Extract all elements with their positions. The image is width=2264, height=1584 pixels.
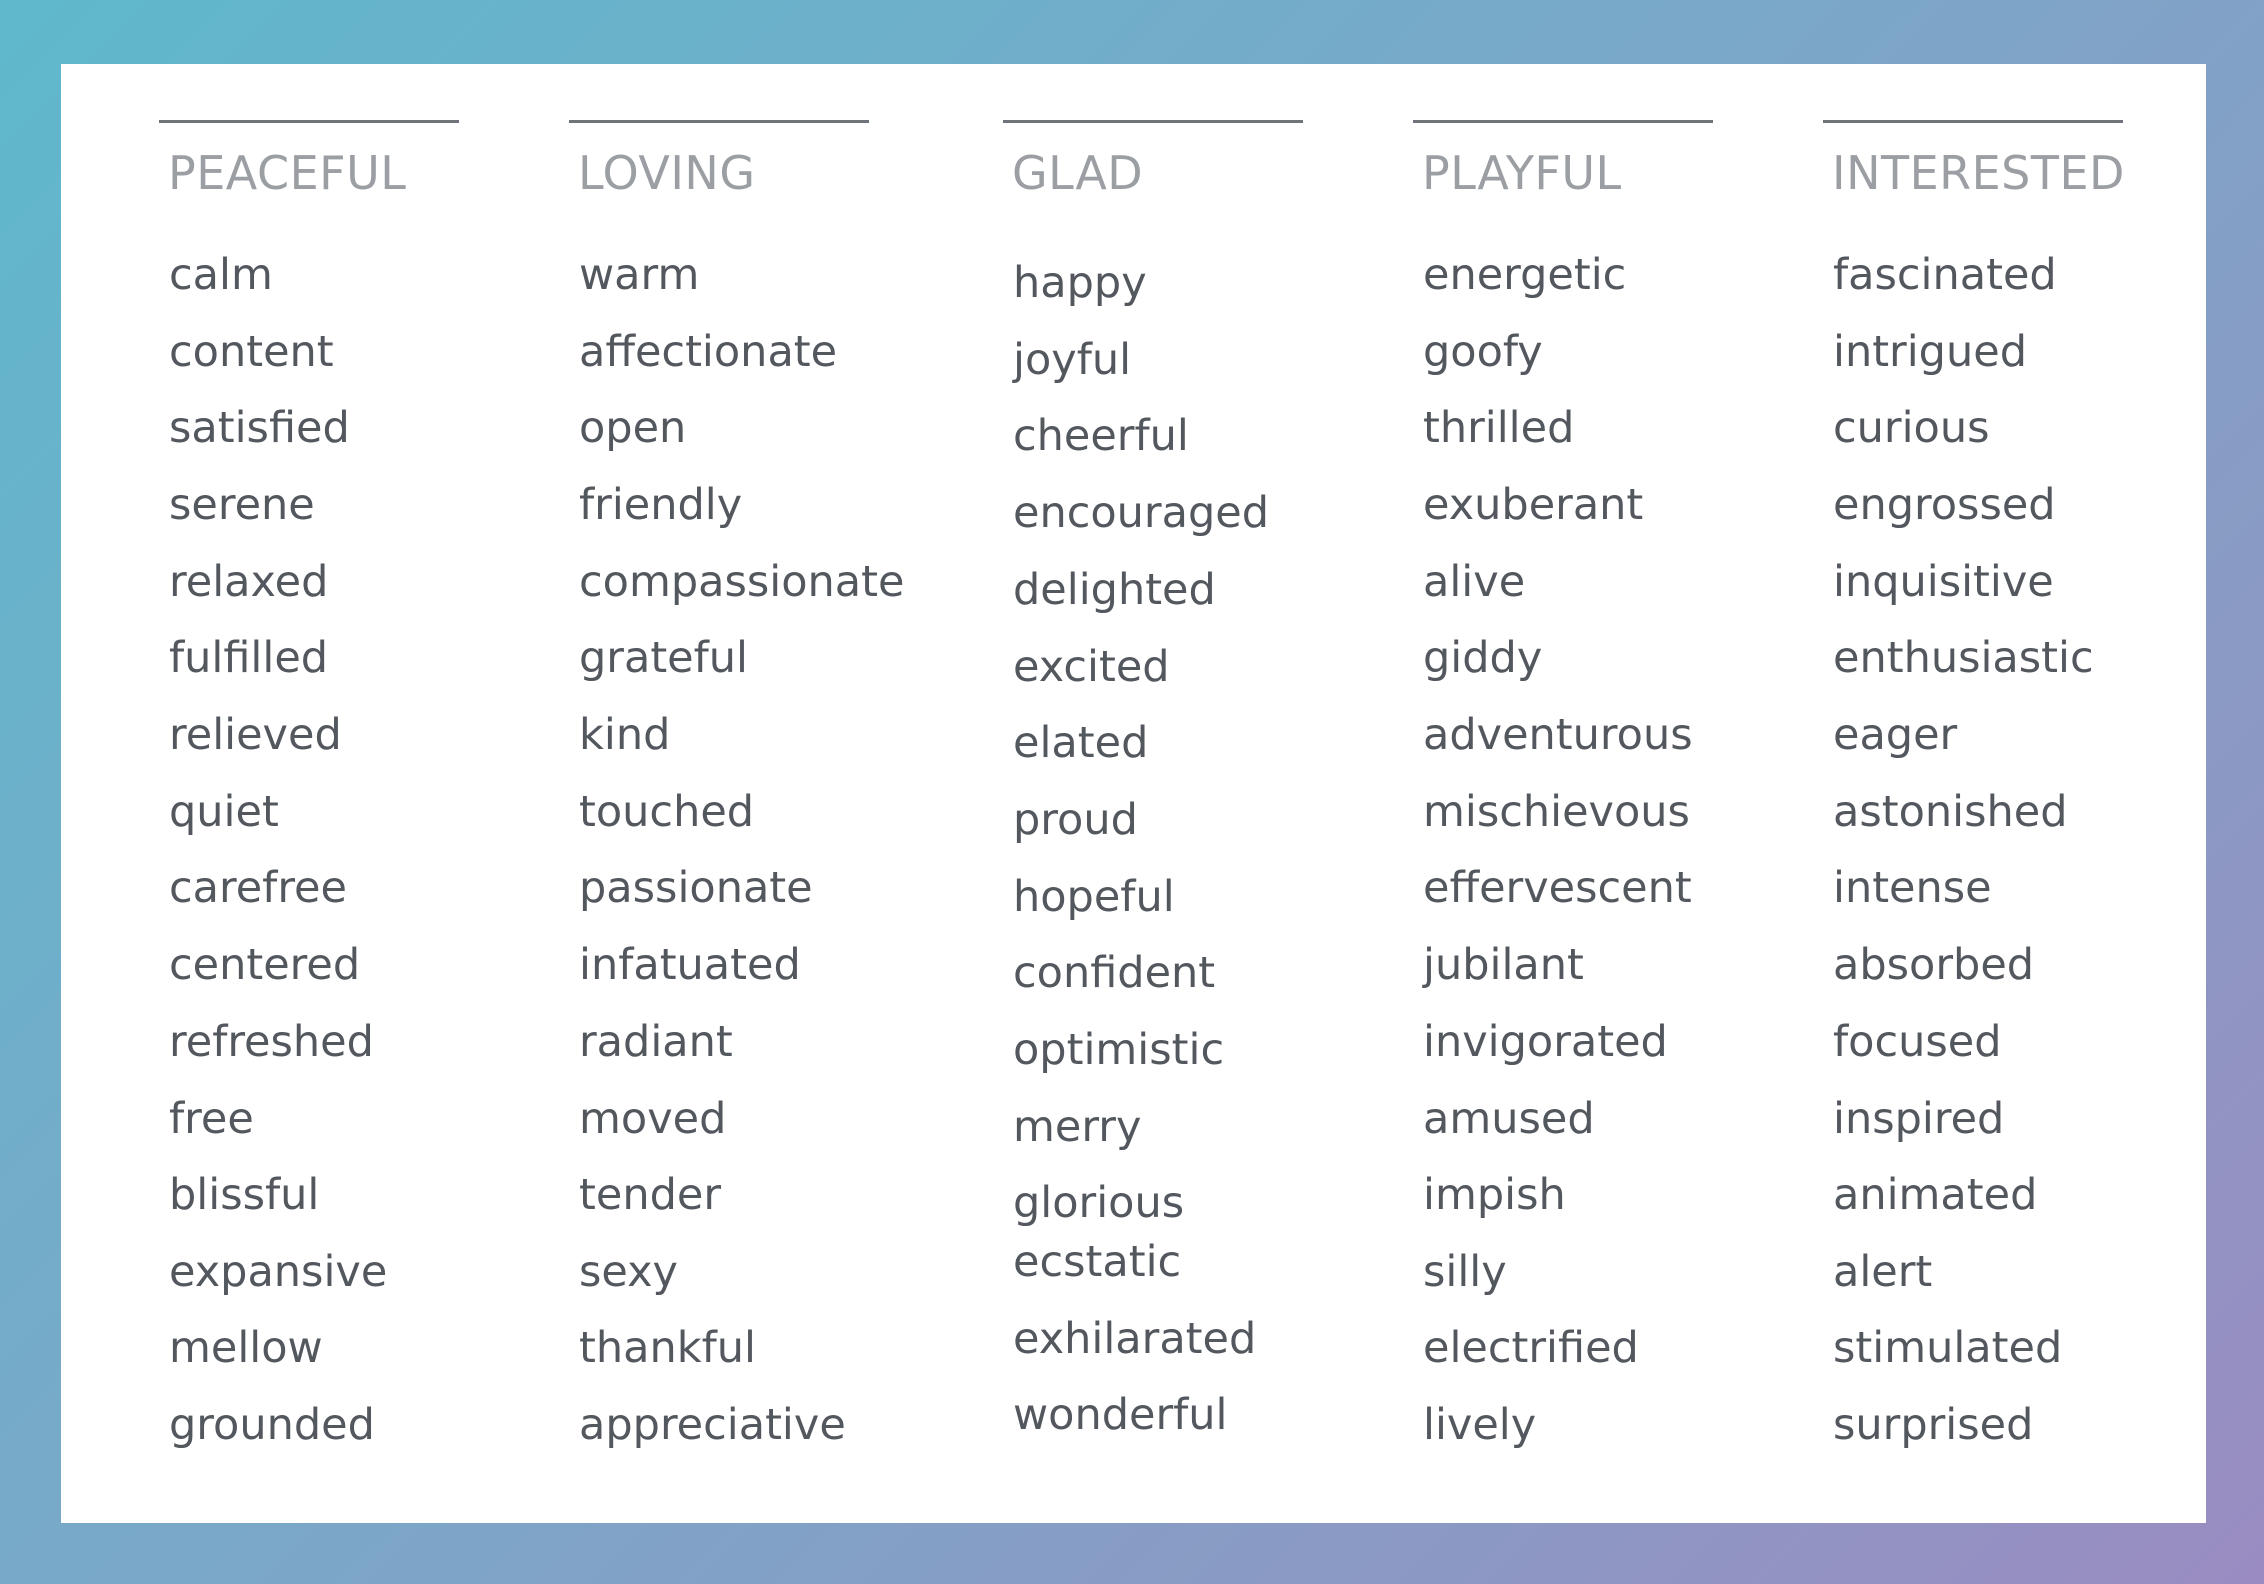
feeling-word: quiet — [169, 787, 279, 837]
feeling-word: passionate — [579, 863, 813, 913]
feeling-word: lively — [1423, 1400, 1537, 1450]
feeling-word: infatuated — [579, 940, 801, 990]
feelings-card — [61, 64, 2206, 1523]
feeling-word: open — [579, 403, 687, 453]
feeling-word: surprised — [1833, 1400, 2034, 1450]
feeling-word: silly — [1423, 1247, 1507, 1297]
column-divider — [1823, 120, 2123, 123]
feeling-word: carefree — [169, 863, 347, 913]
feeling-word: ecstatic — [1013, 1237, 1182, 1287]
feeling-word: amused — [1423, 1094, 1595, 1144]
feeling-word: warm — [579, 250, 700, 300]
feeling-word: delighted — [1013, 565, 1216, 615]
column-title: GLAD — [1012, 146, 1144, 200]
feeling-word: alert — [1833, 1247, 1933, 1297]
feeling-word: energetic — [1423, 250, 1627, 300]
feeling-word: joyful — [1013, 335, 1132, 385]
feeling-word: grateful — [579, 633, 748, 683]
feeling-word: wonderful — [1013, 1390, 1228, 1440]
feeling-word: excited — [1013, 642, 1170, 692]
feeling-word: centered — [169, 940, 361, 990]
feeling-word: content — [169, 327, 334, 377]
feeling-word: serene — [169, 480, 315, 530]
column-divider — [1413, 120, 1713, 123]
feeling-word: stimulated — [1833, 1323, 2063, 1373]
feeling-word: friendly — [579, 480, 743, 530]
feeling-word: compassionate — [579, 557, 905, 607]
feeling-word: electrified — [1423, 1323, 1639, 1373]
feeling-word: kind — [579, 710, 671, 760]
feeling-word: absorbed — [1833, 940, 2035, 990]
feeling-word: adventurous — [1423, 710, 1693, 760]
feeling-word: thankful — [579, 1323, 756, 1373]
feeling-word: merry — [1013, 1102, 1142, 1152]
feeling-word: relieved — [169, 710, 342, 760]
feeling-word: affectionate — [579, 327, 838, 377]
column-divider — [569, 120, 869, 123]
feeling-word: animated — [1833, 1170, 2038, 1220]
feeling-word: elated — [1013, 718, 1149, 768]
feeling-word: effervescent — [1423, 863, 1692, 913]
feeling-word: radiant — [579, 1017, 733, 1067]
feeling-word: exuberant — [1423, 480, 1644, 530]
feeling-word: giddy — [1423, 633, 1543, 683]
column-divider — [159, 120, 459, 123]
feeling-word: blissful — [169, 1170, 320, 1220]
feeling-word: calm — [169, 250, 273, 300]
feeling-word: proud — [1013, 795, 1138, 845]
feeling-word: exhilarated — [1013, 1314, 1257, 1364]
feeling-word: fulfilled — [169, 633, 329, 683]
feeling-word: curious — [1833, 403, 1990, 453]
feeling-word: inquisitive — [1833, 557, 2054, 607]
feeling-word: refreshed — [169, 1017, 374, 1067]
feeling-word: touched — [579, 787, 755, 837]
feeling-word: focused — [1833, 1017, 2002, 1067]
feeling-word: goofy — [1423, 327, 1543, 377]
feeling-word: eager — [1833, 710, 1958, 760]
feeling-word: appreciative — [579, 1400, 846, 1450]
feeling-word: intense — [1833, 863, 1992, 913]
feeling-word: sexy — [579, 1247, 678, 1297]
feeling-word: tender — [579, 1170, 721, 1220]
feeling-word: inspired — [1833, 1094, 2005, 1144]
column-title: INTERESTED — [1832, 146, 2125, 200]
column-title: PLAYFUL — [1422, 146, 1622, 200]
feeling-word: expansive — [169, 1247, 388, 1297]
feeling-word: invigorated — [1423, 1017, 1668, 1067]
feeling-word: grounded — [169, 1400, 375, 1450]
column-title: LOVING — [578, 146, 756, 200]
feeling-word: happy — [1013, 258, 1147, 308]
feeling-word: satisfied — [169, 403, 350, 453]
feeling-word: engrossed — [1833, 480, 2056, 530]
feeling-word: jubilant — [1423, 940, 1584, 990]
feeling-word: mischievous — [1423, 787, 1690, 837]
feeling-word: mellow — [169, 1323, 323, 1373]
feeling-word: intrigued — [1833, 327, 2027, 377]
feeling-word: hopeful — [1013, 872, 1175, 922]
feeling-word: thrilled — [1423, 403, 1575, 453]
feeling-word: enthusiastic — [1833, 633, 2094, 683]
feeling-word: encouraged — [1013, 488, 1269, 538]
feeling-word: confident — [1013, 948, 1216, 998]
feeling-word: free — [169, 1094, 254, 1144]
column-divider — [1003, 120, 1303, 123]
feeling-word: fascinated — [1833, 250, 2057, 300]
feeling-word: impish — [1423, 1170, 1566, 1220]
feeling-word: alive — [1423, 557, 1526, 607]
feeling-word: cheerful — [1013, 411, 1189, 461]
feeling-word: glorious — [1013, 1178, 1185, 1228]
feeling-word: moved — [579, 1094, 727, 1144]
column-title: PEACEFUL — [168, 146, 407, 200]
feeling-word: astonished — [1833, 787, 2068, 837]
feeling-word: relaxed — [169, 557, 329, 607]
feeling-word: optimistic — [1013, 1025, 1225, 1075]
